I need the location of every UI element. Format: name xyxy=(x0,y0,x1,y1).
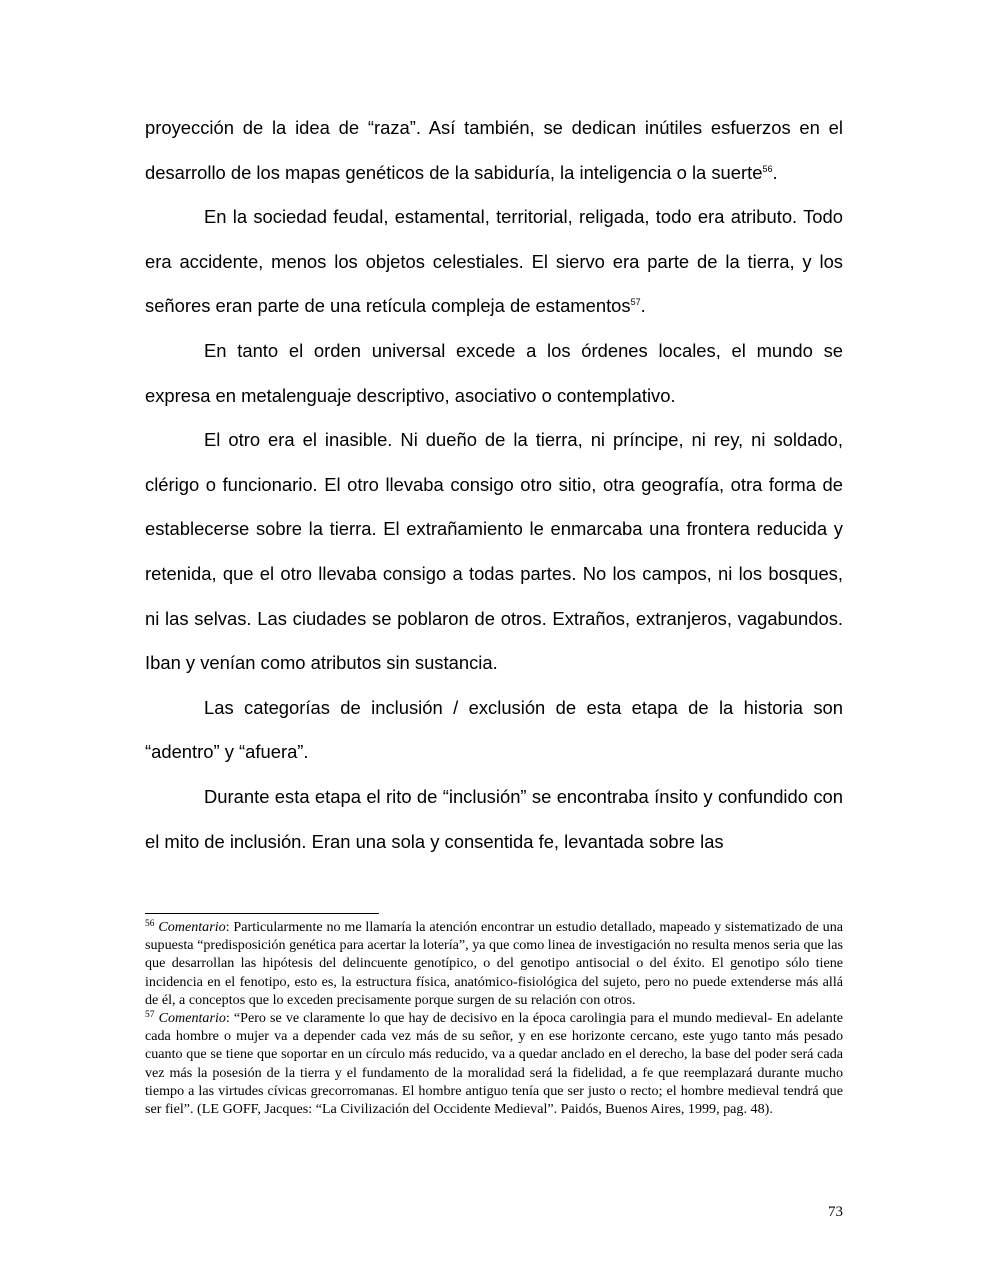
footnote-ref-56[interactable]: 56 xyxy=(762,163,773,174)
paragraph-3: En tanto el orden universal excede a los órdenes locales, el mundo se expresa en metalenguaje descriptivo, asociativo o contemplativo. xyxy=(145,339,843,406)
page-number: 73 xyxy=(828,1204,843,1220)
paragraph-5: Las categorías de inclusión / exclusión de esta etapa de la historia son “adentro” y “afuera”. xyxy=(145,696,843,763)
paragraph-6: Durante esta etapa el rito de “inclusión” se encontraba ínsito y confundido con el mito de inclusión. Eran una sola y consentida fe, levantada sobre las xyxy=(145,785,843,852)
footnote-ref-57[interactable]: 57 xyxy=(630,297,641,308)
body-text xyxy=(145,106,843,864)
footnotes xyxy=(145,918,843,1118)
footnote-separator xyxy=(145,913,379,914)
paragraph-4: El otro era el inasible. Ni dueño de la tierra, ni príncipe, ni rey, ni soldado, clérigo o funcionario. El otro llevaba consigo otro sitio, otra geografía, otra forma de establecerse sobre la tierra. El extrañamiento le enmarcaba una frontera reducida y retenida, que el otro llevaba consigo a todas partes. No los campos, ni los bosques, ni las selvas. Las ciudades se poblaron de otros. Extraños, extranjeros, vagabundos. Iban y venían como atributos sin sustancia. xyxy=(145,429,843,674)
footnote-56: $^{56}$ Comentario: Particularmente no me llamaría la atención encontrar un estudio detallado, mapeado y sistematizado de una supuesta “predisposición genética para acertar la lotería”, ya que como linea de investigación no resulta menos seria que las que desarrollan las hipótesis del delincuente genotípico, o del genotipo antisocial o del éxito. El genotipo sólo tiene incidencia en el fenotipo, esto es, la estructura física, anatómico-fisiológica del sujeto, pero no puede extenderse más allá de él, a conceptos que lo exceden precisamente porque surgen de su relación con otros. xyxy=(145,919,843,1008)
paragraph-1: proyección de la idea de “raza”. Así también, se dedican inútiles esfuerzos en el desarrollo de los mapas genéticos de la sabiduría, la inteligencia o la suerte$^{56}$. xyxy=(145,117,843,183)
footnote-57: $^{57}$ Comentario: “Pero se ve claramente lo que hay de decisivo en la época carolingia para el mundo medieval- En adelante cada hombre o mujer va a depender cada vez más de su señor, y en ese horizonte cercano, este yugo tanto más pesado cuanto que se tiene que soportar en un círculo más reducido, va a quedar anclado en el derecho, la base del poder será cada vez más la posesión de la tierra y el fundamento de la moralidad será la fidelidad, a fe que reemplazará durante mucho tiempo a las virtudes cívicas grecorromanas. El hombre antiguo tenía que ser justo o recto; el hombre medieval tendrá que ser fiel”. (LE GOFF, Jacques: “La Civilización del Occidente Medieval”. Paidós, Buenos Aires, 1999, pag. 48). xyxy=(145,1010,843,1118)
paragraph-2: En la sociedad feudal, estamental, territorial, religada, todo era atributo. Todo era accidente, menos los objetos celestiales. El siervo era parte de la tierra, y los señores eran parte de una retícula compleja de estamentos$^{57}$. xyxy=(145,206,843,317)
